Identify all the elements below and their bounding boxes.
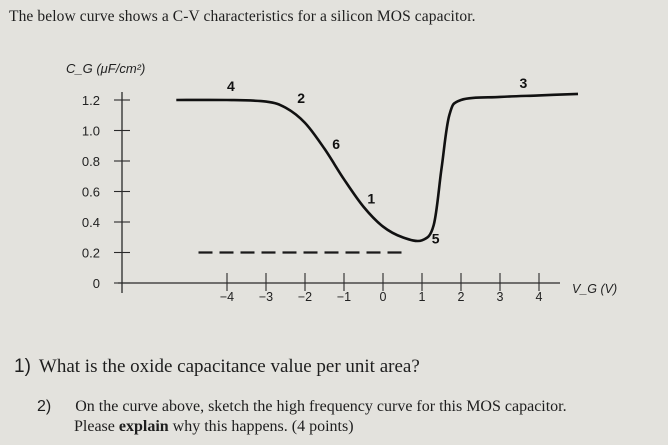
x-tick-label: −4	[219, 290, 235, 304]
x-tick-label: 2	[457, 290, 465, 304]
y-tick-label: 0.6	[81, 184, 100, 200]
question-2-line-2	[74, 418, 354, 436]
question-1	[14, 356, 420, 378]
y-tick-label: 0.8	[81, 154, 100, 169]
curve-point-label: 6	[332, 135, 341, 152]
chart-ticks	[82, 93, 543, 304]
x-tick-label: −3	[258, 290, 274, 304]
x-tick-label: 3	[496, 290, 504, 304]
chart-series	[176, 94, 578, 253]
curve-point-label: 2	[297, 90, 305, 107]
y-tick-label: 0.2	[81, 245, 100, 261]
curve-point-label: 1	[367, 190, 376, 207]
y-tick-label: 1.2	[81, 93, 100, 108]
chart-axes	[118, 92, 560, 293]
question-2-text-a: Please	[74, 418, 119, 435]
cv-curve	[176, 94, 578, 241]
x-tick-label: 4	[535, 290, 543, 304]
x-tick-label: 0	[379, 290, 387, 304]
x-tick-label: −2	[297, 290, 313, 304]
x-axis-label: V_G (V)	[572, 282, 618, 296]
y-tick-label: 1.0	[81, 123, 100, 139]
x-tick-label: −1	[336, 290, 352, 304]
question-2-text-line-1: On the curve above, sketch the high frequency curve for this MOS capacitor.	[75, 398, 567, 415]
question-2-line-1	[37, 398, 567, 416]
question-1-number: 1)	[14, 356, 31, 377]
x-tick-label: 1	[418, 290, 426, 304]
curve-point-label: 4	[227, 77, 235, 94]
question-2-number: 2)	[37, 398, 52, 415]
intro-text: The below curve shows a C-V characteristics for a silicon MOS capacitor.	[9, 8, 476, 25]
curve-point-label: 5	[431, 230, 440, 247]
question-1-text: What is the oxide capacitance value per unit area?	[38, 356, 420, 377]
question-2-text-c: why this happens. (4 points)	[168, 418, 354, 435]
y-tick-label: 0	[92, 276, 100, 291]
y-axis-label: C_G (μF/cm²)	[66, 61, 146, 76]
curve-point-label: 3	[519, 74, 528, 91]
question-2-explain: explain	[118, 418, 169, 435]
y-tick-label: 0.4	[81, 215, 100, 230]
